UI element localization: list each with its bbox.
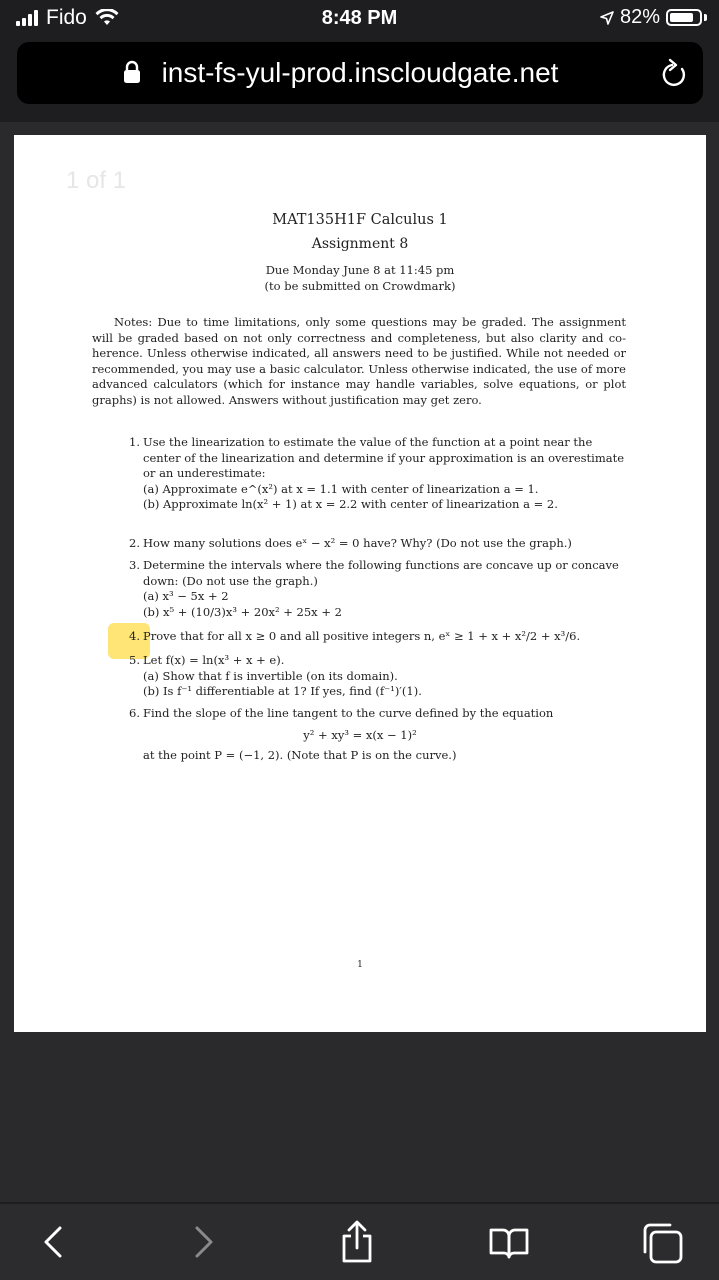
question-text: Prove that for all x ≥ 0 and all positive integers n, eˣ ≥ 1 + x + x²/2 + x³/6. bbox=[143, 629, 581, 643]
browser-toolbar bbox=[0, 1204, 719, 1280]
question-number: 6. bbox=[129, 706, 140, 720]
page-indicator: 1 of 1 bbox=[66, 167, 127, 194]
question-number: 4. bbox=[129, 629, 140, 643]
course-title: MAT135H1F Calculus 1 bbox=[272, 212, 448, 228]
notes-paragraph: Notes: Due to time limitations, only some questions may be graded. The assignment will be graded based on not only correctness and completeness, but also clarity and co-herence. Unless otherwise indicated, all answers need to be justified. While not needed or recommended, you may use a basic calculator. Unless otherwise indicated, the use of more advanced calculators (which for instance may handle variables, solve equations, or plot graphs) is not allowed. Answers without justification may get zero. bbox=[92, 315, 626, 407]
question-part-b: (b) x⁵ + (10/3)x³ + 20x² + 25x + 2 bbox=[143, 604, 342, 619]
question-text: at the point P = (−1, 2). (Note that P is on the curve.) bbox=[143, 748, 457, 762]
battery-percent: 82% bbox=[619, 6, 660, 28]
address-bar[interactable] bbox=[17, 42, 703, 104]
question-3 bbox=[122, 558, 626, 620]
location-arrow-icon bbox=[600, 11, 614, 25]
question-2 bbox=[122, 536, 626, 552]
page-number: 1 bbox=[357, 960, 363, 970]
due-date: Due Monday June 8 at 11:45 pm bbox=[265, 263, 455, 277]
question-5 bbox=[122, 653, 626, 700]
document-page bbox=[14, 135, 706, 1032]
question-number: 1. bbox=[129, 435, 140, 449]
reload-icon[interactable] bbox=[659, 57, 689, 89]
question-text: Let f(x) = ln(x³ + x + e). bbox=[143, 653, 285, 667]
question-part-a: (a) Show that f is invertible (on its domain). bbox=[143, 668, 398, 683]
question-number: 2. bbox=[129, 536, 140, 550]
clock: 8:48 PM bbox=[321, 7, 398, 29]
question-1 bbox=[122, 435, 626, 513]
question-part-b: (b) Is f⁻¹ differentiable at 1? If yes, find (f⁻¹)′(1). bbox=[143, 684, 422, 699]
status-bar bbox=[0, 0, 719, 40]
tabs-icon[interactable] bbox=[640, 1222, 684, 1264]
question-4 bbox=[122, 629, 626, 645]
forward-icon[interactable] bbox=[189, 1224, 219, 1260]
assignment-title: Assignment 8 bbox=[311, 236, 409, 252]
back-icon[interactable] bbox=[38, 1224, 68, 1260]
share-icon[interactable] bbox=[337, 1220, 377, 1264]
question-6-continued bbox=[122, 748, 626, 764]
question-text: How many solutions does eˣ − x² = 0 have? Why? (Do not use the graph.) bbox=[143, 536, 572, 550]
battery-icon bbox=[666, 9, 702, 26]
question-text: Determine the intervals where the following functions are concave up or concave down: (Do not use the graph.) bbox=[143, 558, 619, 588]
question-number: 5. bbox=[129, 653, 140, 667]
equation: y² + xy³ = x(x − 1)² bbox=[303, 728, 417, 742]
question-number: 3. bbox=[129, 558, 140, 572]
question-part-a: (a) x³ − 5x + 2 bbox=[143, 589, 229, 604]
battery bbox=[600, 6, 707, 29]
question-text: Use the linearization to estimate the value of the function at a point near the center of the linearization and determine if your approximation is an overestimate or an underestimate: bbox=[143, 435, 625, 481]
submission-note: (to be submitted on Crowdmark) bbox=[264, 279, 456, 293]
question-part-b: (b) Approximate ln(x² + 1) at x = 2.2 with center of linearization a = 2. bbox=[143, 497, 558, 512]
carrier-name: Fido bbox=[46, 6, 87, 29]
question-part-a: (a) Approximate e^(x²) at x = 1.1 with center of linearization a = 1. bbox=[143, 481, 539, 496]
url-text[interactable]: inst-fs-yul-prod.inscloudgate.net bbox=[161, 57, 559, 88]
question-text: Find the slope of the line tangent to the curve defined by the equation bbox=[143, 706, 554, 720]
question-6 bbox=[122, 706, 626, 722]
bookmarks-icon[interactable] bbox=[488, 1226, 530, 1260]
